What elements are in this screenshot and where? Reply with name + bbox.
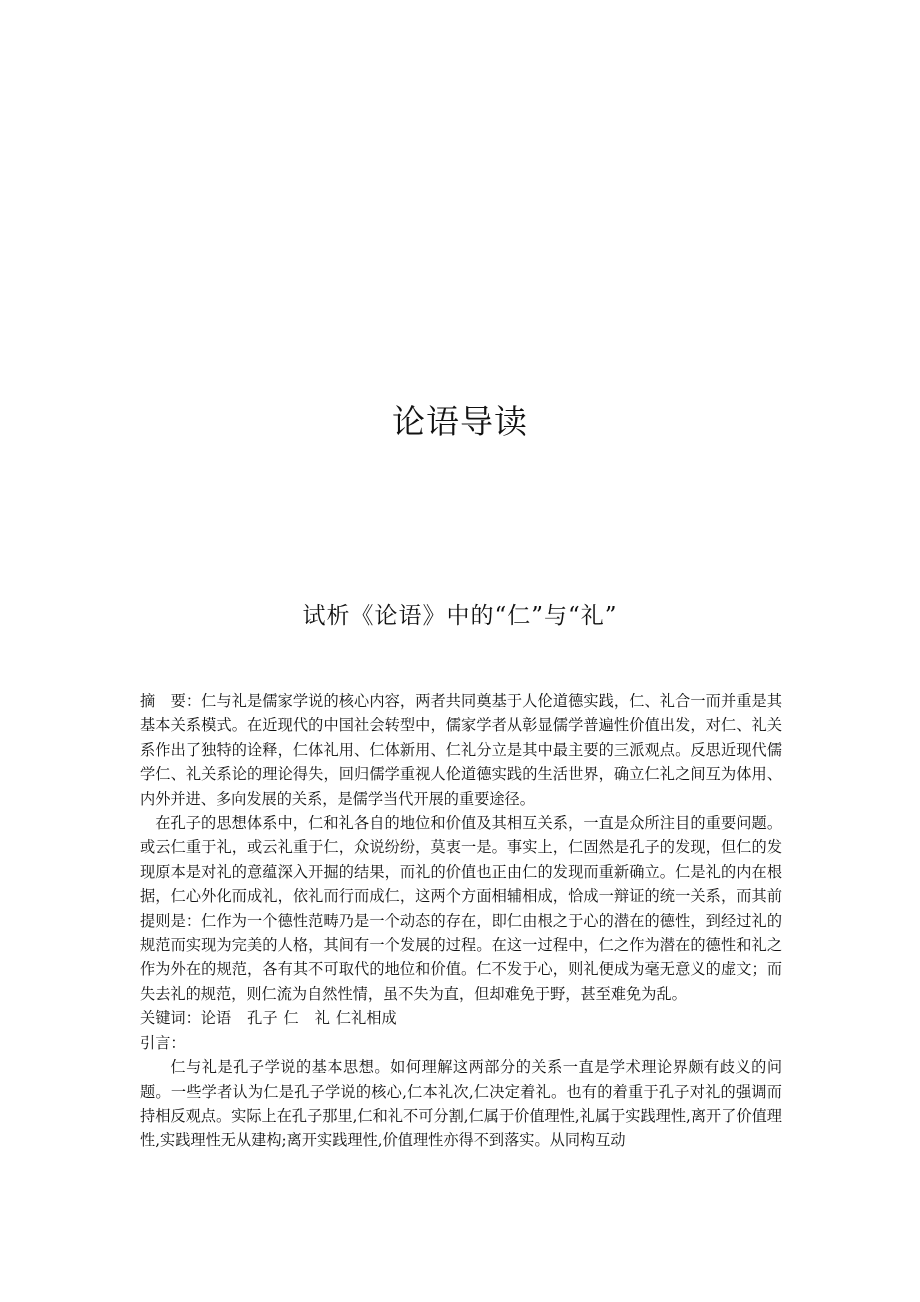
- body-paragraph: 在孔子的思想体系中，仁和礼各自的地位和价值及其相互关系，一直是众所注目的重要问题。或云仁重于礼，或云礼重于仁，众说纷纷，莫衷一是。事实上，仁固然是孔子的发现，但仁的发现原本是对礼的意蕴深入开掘的结果，而礼的价值也正由仁的发现而重新确立。仁是礼的内在根据，仁心外化而成礼，依礼而行而成仁，这两个方面相辅相成，恰成一辩证的统一关系，而其前提则是：仁作为一个德性范畴乃是一个动态的存在，即仁由根之于心的潜在的德性，到经过礼的规范而实现为完美的人格，其间有一个发展的过程。在这一过程中，仁之作为潜在的德性和礼之作为外在的规范，各有其不可取代的地位和价值。仁不发于心，则礼便成为毫无意义的虚文；而失去礼的规范，则仁流为自然性情，虽不失为直，但却难免于野，甚至难免为乱。: [140, 814, 782, 1003]
- abstract-text: 仁与礼是儒家学说的核心内容，两者共同奠基于人伦道德实践，仁、礼合一而并重是其基本关系模式。在近现代的中国社会转型中，儒家学者从彰显儒学普遍性价值出发，对仁、礼关系作出了独特的诠释，仁体礼用、仁体新用、仁礼分立是其中最主要的三派观点。反思近现代儒学仁、礼关系论的理论得失，回归儒学重视人伦道德实践的生活世界，确立仁礼之间互为体用、内外并进、多向发展的关系，是儒学当代开展的重要途径。: [140, 692, 783, 808]
- intro-label: 引言：: [140, 1033, 186, 1052]
- page-title: 论语导读: [392, 402, 528, 441]
- keyword: 论语: [200, 1009, 232, 1028]
- keyword: 仁礼相成: [335, 1009, 397, 1028]
- abstract-paragraph: [140, 689, 782, 811]
- intro-paragraph: 仁与礼是孔子学说的基本思想。如何理解这两部分的关系一直是学术理论界颇有歧义的问题。一些学者认为仁是孔子学说的核心,仁本礼次,仁决定着礼。也有的着重于孔子对礼的强调而持相反观点。实际上在孔子那里,仁和礼不可分割,仁属于价值理性,礼属于实践理性,离开了价值理性,实践理性无从建构;离开实践理性,价值理性亦得不到落实。从同构互动: [140, 1058, 782, 1150]
- keyword: 仁: [283, 1009, 299, 1028]
- keywords-line: [140, 1006, 782, 1030]
- abstract-label: 摘 要：: [140, 692, 202, 710]
- keyword: 孔子: [247, 1009, 278, 1028]
- article-subtitle: 试析《论语》中的“仁”与“礼”: [302, 603, 618, 629]
- article-body: [140, 689, 782, 1153]
- keyword: 礼: [314, 1009, 330, 1028]
- keywords-label: 关键词：: [140, 1009, 201, 1028]
